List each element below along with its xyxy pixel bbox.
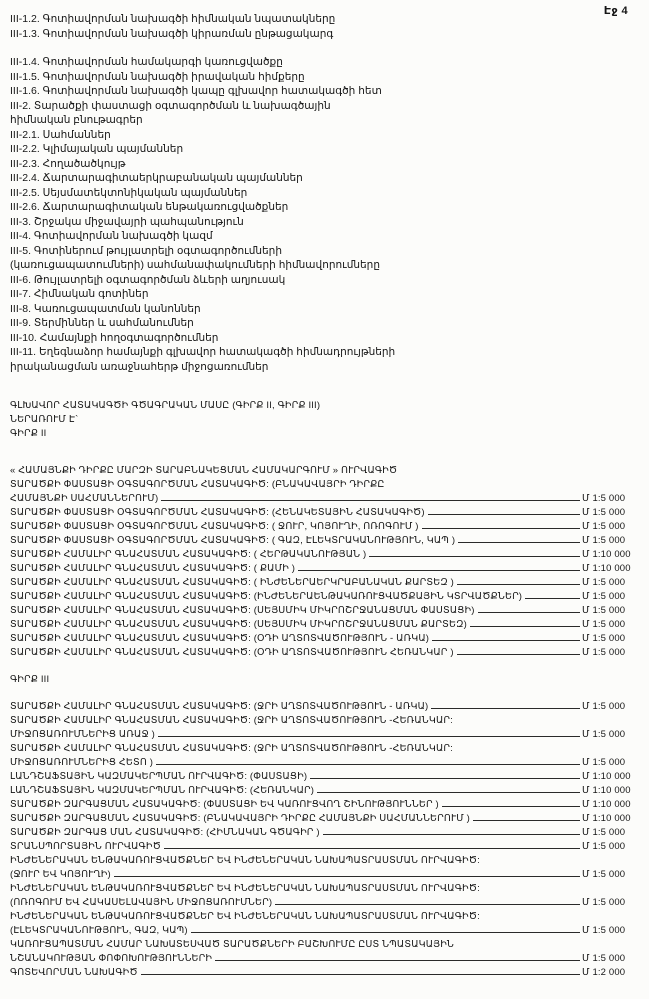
book2-label: ԳԻՐՔ II (10, 428, 47, 439)
toc-line-continuation: (կառուցապատումների) սահմանափակումների հիմնավորումները (10, 259, 380, 271)
leader-line (422, 524, 580, 529)
leader-line (158, 732, 580, 737)
map-entry-title: ՏԱՐԱԾՔԻ ՀԱՄԱԼԻՐ ԳՆԱՀԱՏՄԱՆ ՀԱՏԱԿԱԳԻԾ: (ՋՐԻ ԱՂՏՈՏՎԱԾՈՒԹՅՈՒՆ -ՀԵՌԱՆԿԱՐ: (10, 743, 453, 754)
toc-line: III-10. Համայնքի հողօգտագործումներ (10, 331, 219, 344)
toc-line: III-8. Կառուցապատման կանոններ (10, 302, 201, 315)
toc-line: III-2.5. Սեյսմատեկտոնիկական պայմաններ (10, 186, 248, 199)
map-entry-title: ՏԱՐԱԾՔԻ ՀԱՄԱԼԻՐ ԳՆԱՀԱՏՄԱՆ ՀԱՏԱԿԱԳԻԾ: ( ՀԵՐԹԱԿԱՆՈՒԹՅԱՆ ) (10, 549, 367, 560)
map-entry-title: ԼԱՆԴՇԱՖՏԱՅԻՆ ԿԱԶՄԱԿԵՐՊՄԱՆ ՈՒՐՎԱԳԻԾ: (ՀԵՌԱՆԿԱՐ) (10, 785, 315, 796)
leader-line (457, 580, 580, 585)
map-entry-scale: Մ 1:5 000 (582, 729, 626, 740)
map-entry-title: ՏԱՐԱԾՔԻ ՓԱՍՏԱՑԻ ՕԳՏԱԳՈՐԾՄԱՆ ՀԱՏԱԿԱԳԻԾ: (ՀԵՆԱԿԵՏԱՅԻՆ ՀԱՏԱԿԱԳԻԾ) (10, 507, 425, 518)
leader-line (191, 928, 580, 933)
map-entry (10, 576, 640, 590)
map-entry (10, 548, 640, 562)
map-entry (10, 854, 640, 882)
map-entry-scale: Մ 1:5 000 (582, 757, 626, 768)
map-entry (10, 464, 640, 478)
map-entry (10, 506, 640, 520)
map-entry-title-continuation: ՀԱՄԱՅՆՔԻ ՍԱՀՄԱՆՆԵՐՈՒՄ) (10, 493, 159, 504)
map-entry-title-continuation: ՆՇԱՆԱԿՈՒԹՅԱՆ ՓՈՓՈԽՈՒԹՅՈՒՆՆԵՐԻ (10, 953, 213, 964)
leader-line (457, 650, 580, 655)
toc-line: III-2. Տարածքի փաստացի օգտագործման և նախագծային (10, 99, 331, 112)
map-entry-scale: Մ 1:5 000 (582, 605, 626, 616)
includes-label: ՆԵՐԱՌՈՒՄ Է` (10, 414, 79, 425)
map-entry-title-continuation: (ԷԼԵԿՏՐԱԿԱՆՈՒԹՅՈՒՆ, ԳԱԶ, ԿԱՊ) (10, 925, 188, 936)
toc-line: III-1.5. Գոտիավորման նախագծի իրավական հիմքերը (10, 70, 305, 83)
map-entry-title: ՏԱՐԱԾՔԻ ՀԱՄԱԼԻՐ ԳՆԱՀԱՏՄԱՆ ՀԱՏԱԿԱԳԻԾ: ( ԻՆԺԵՆԵՐԱԵՐԿՐԱԲԱՆԱԿԱՆ ՔԱՐՏԵԶ ) (10, 577, 454, 588)
map-entry-scale: Մ 1:10 000 (582, 785, 631, 796)
leader-line (215, 956, 580, 961)
map-entry-scale: Մ 1:5 000 (582, 841, 626, 852)
page-number: Էջ 4 (603, 5, 628, 17)
map-entry (10, 646, 640, 660)
map-entry-title: ՏԱՐԱԾՔԻ ՀԱՄԱԼԻՐ ԳՆԱՀԱՏՄԱՆ ՀԱՏԱԿԱԳԻԾ: (ՍԵՅՍՄԻԿ ՄԻԿՐՈՇՐՋԱՆԱՑՄԱՆ ՔԱՐՏԵԶ) (10, 619, 467, 630)
map-entry-scale: Մ 1:10 000 (582, 563, 631, 574)
map-entry-scale: Մ 1:5 000 (582, 591, 626, 602)
map-entry-title-continuation: ՄԻՋՈՑԱՌՈՒՄՆԵՐԻՑ ԱՌԱՋ ) (10, 729, 155, 740)
map-entry-scale: Մ 1:5 000 (582, 701, 626, 712)
map-entry-scale: Մ 1:5 000 (582, 493, 626, 504)
toc-line-continuation: իրականացման առաջնահերթ միջոցառումներ (10, 360, 269, 373)
map-entry (10, 632, 640, 646)
map-entry-title: ԻՆԺԵՆԵՐԱԿԱՆ ԵՆԹԱԿԱՌՈՒՑՎԱԾՔՆԵՐ ԵՎ ԻՆԺԵՆԵՐԱԿԱՆ ՆԱԽԱՊԱՏՐԱՍՏՄԱՆ ՈՒՐՎԱԳԻԾ: (10, 855, 480, 866)
map-entry-scale: Մ 1:2 000 (582, 967, 626, 978)
map-entry-scale: Մ 1:5 000 (582, 953, 626, 964)
map-entry-scale: Մ 1:10 000 (582, 771, 631, 782)
map-entry-scale: Մ 1:5 000 (582, 577, 626, 588)
map-entry-title: ՏԱՐԱԾՔԻ ԶԱՐԳԱՑՄԱՆ ՀԱՏԱԿԱԳԻԾ: (ՓԱՍՏԱՑԻ ԵՎ ԿԱՌՈՒՑՎՈՂ ՇԻՆՈՒԹՅՈՒՆՆԵՐ ) (10, 799, 439, 810)
map-entry-title: ՏԱՐԱԾՔԻ ՀԱՄԱԼԻՐ ԳՆԱՀԱՏՄԱՆ ՀԱՏԱԿԱԳԻԾ: (ՋՐԻ ԱՂՏՈՏՎԱԾՈՒԹՅՈՒՆ - ԱՌԿԱ) (10, 701, 429, 712)
graphic-part-header (10, 399, 640, 441)
leader-line (323, 830, 580, 835)
leader-line (114, 872, 580, 877)
map-entry-title: ՏԱՐԱԾՔԻ ՀԱՄԱԼԻՐ ԳՆԱՀԱՏՄԱՆ ՀԱՏԱԿԱԳԻԾ: ( ՔԱՄԻ ) (10, 563, 296, 574)
toc-section (10, 12, 640, 374)
map-entry-scale: Մ 1:5 000 (582, 925, 626, 936)
toc-line: III-2.1. Սահմաններ (10, 128, 111, 141)
map-entry-scale: Մ 1:5 000 (582, 507, 626, 518)
leader-line (310, 774, 580, 779)
toc-line: III-1.4. Գոտիավորման համակարգի կառուցվածքը (10, 56, 283, 68)
map-entry (10, 826, 640, 840)
toc-line: III-2.2. Կլիմայական պայմաններ (10, 143, 184, 155)
toc-line: III-6. Թույլատրելի օգտագործման ձևերի աղյուսակ (10, 273, 286, 286)
map-entry (10, 910, 640, 938)
leader-line (275, 900, 580, 905)
leader-line (431, 704, 580, 709)
map-entry-scale: Մ 1:5 000 (582, 535, 626, 546)
map-entry-title: ՏԱՐԱԾՔԻ ՀԱՄԱԼԻՐ ԳՆԱՀԱՏՄԱՆ ՀԱՏԱԿԱԳԻԾ: (ԻՆԺԵՆԵՐԱԵՆԹԱԿԱՌՈՒՑՎԱԾՔԱՅԻՆ ԿՏՐՎԱԾՔՆԵՐ) (10, 591, 523, 602)
map-entry-scale: Մ 1:5 000 (582, 869, 626, 880)
toc-line: III-7. Հիմնական գոտիներ (10, 288, 149, 300)
map-entry (10, 798, 640, 812)
map-entry (10, 700, 640, 714)
leader-line (428, 510, 580, 515)
map-entry-title: ՏԱՐԱԾՔԻ ՀԱՄԱԼԻՐ ԳՆԱՀԱՏՄԱՆ ՀԱՏԱԿԱԳԻԾ: (ՍԵՅՍՄԻԿ ՄԻԿՐՈՇՐՋԱՆԱՑՄԱՆ ՓԱՍՏԱՑԻ) (10, 605, 475, 616)
map-entry-title: ՏՐԱՆՍՊՈՐՏԱՅԻՆ ՈՒՐՎԱԳԻԾ (10, 841, 161, 852)
map-entry (10, 618, 640, 632)
map-entry-title: ՏԱՐԱԾՔԻ ՀԱՄԱԼԻՐ ԳՆԱՀԱՏՄԱՆ ՀԱՏԱԿԱԳԻԾ: (ՋՐԻ ԱՂՏՈՏՎԱԾՈՒԹՅՈՒՆ -ՀԵՌԱՆԿԱՐ: (10, 715, 453, 726)
book3-label: ԳԻՐՔ III (10, 674, 50, 685)
map-entry-scale: Մ 1:5 000 (582, 633, 626, 644)
toc-line: III-1.6. Գոտիավորման նախագծի կապը գլխավոր հատակագծի հետ (10, 85, 382, 97)
map-entry-scale: Մ 1:10 000 (582, 813, 631, 824)
leader-line (470, 622, 580, 627)
map-entry (10, 534, 640, 548)
leader-line (478, 608, 580, 613)
leader-line (298, 566, 580, 571)
toc-line-continuation: հիմնական բնութագրեր (10, 114, 143, 126)
toc-line: III-4. Գոտիավորման նախագծի կազմ (10, 230, 213, 242)
map-entry (10, 966, 640, 980)
graphic-part-title: ԳԼԽԱՎՈՐ ՀԱՏԱԿԱԳԾԻ ԳԾԱԳՐԱԿԱՆ ՄԱՍԸ (ԳԻՐՔ II, ԳԻՐՔ III) (10, 400, 321, 411)
map-entry-title: ՏԱՐԱԾՔԻ ՀԱՄԱԼԻՐ ԳՆԱՀԱՏՄԱՆ ՀԱՏԱԿԱԳԻԾ: (ՕԴԻ ԱՂՏՈՏՎԱԾՈՒԹՅՈՒՆ - ԱՌԿԱ) (10, 633, 430, 644)
map-entry-title: ԻՆԺԵՆԵՐԱԿԱՆ ԵՆԹԱԿԱՌՈՒՑՎԱԾՔՆԵՐ ԵՎ ԻՆԺԵՆԵՐԱԿԱՆ ՆԱԽԱՊԱՏՐԱՍՏՄԱՆ ՈՒՐՎԱԳԻԾ: (10, 911, 480, 922)
toc-line: III-2.6. Ճարտարագիտական ենթակառուցվածքներ (10, 201, 289, 213)
toc-line: III-5. Գոտիներում թույլատրելի օգտագործումների (10, 244, 282, 257)
leader-line (525, 594, 580, 599)
map-entry-title: ՏԱՐԱԾՔԻ ՓԱՍՏԱՑԻ ՕԳՏԱԳՈՐԾՄԱՆ ՀԱՏԱԿԱԳԻԾ: (ԲՆԱԿԱՎԱՅՐԻ ԴԻՐՔԸ (10, 479, 385, 490)
map-entry-title: « ՀԱՄԱՅՆՔԻ ԴԻՐՔԸ ՄԱՐԶԻ ՏԱՐԱԲՆԱԿԵՑՄԱՆ ՀԱՄԱԿԱՐԳՈՒՄ » ՈՒՐՎԱԳԻԾ (10, 465, 398, 476)
leader-line (317, 788, 580, 793)
map-entry-scale: Մ 1:10 000 (582, 549, 631, 560)
book3-list (10, 700, 640, 980)
map-entry (10, 478, 640, 506)
map-entry (10, 840, 640, 854)
map-entry-title-continuation: (ՋՈՒՐ ԵՎ ԿՈՅՈՒՂԻ) (10, 869, 111, 880)
map-entry-title: ՏԱՐԱԾՔԻ ՓԱՍՏԱՑԻ ՕԳՏԱԳՈՐԾՄԱՆ ՀԱՏԱԿԱԳԻԾ: ( ՋՈՒՐ, ԿՈՅՈՒՂԻ, ՈՌՈԳՈՒՄ ) (10, 521, 419, 532)
map-entry (10, 938, 640, 966)
map-entry (10, 882, 640, 910)
map-entry (10, 714, 640, 742)
leader-line (473, 816, 580, 821)
map-entry-title: ՏԱՐԱԾՔԻ ԶԱՐԳԱՑՄԱՆ ՀԱՏԱԿԱԳԻԾ: (ԲՆԱԿԱՎԱՅՐԻ ԴԻՐՔԸ ՀԱՄԱՅՆՔԻ ՍԱՀՄԱՆՆԵՐՈՒՄ ) (10, 813, 470, 824)
toc-line: III-9. Տերմիններ և սահմանումներ (10, 317, 194, 329)
map-entry-title-continuation: ՄԻՋՈՑԱՌՈՒՄՆԵՐԻՑ ՀԵՏՈ ) (10, 757, 154, 768)
toc-line: III-11. Եղեգնաձոր համայնքի գլխավոր հատակագծի հիմնադրույթների (10, 346, 396, 358)
map-entry-title: ՏԱՐԱԾՔԻ ԶԱՐԳԱՑ ՄԱՆ ՀԱՏԱԿԱԳԻԾ: (ՀԻՄՆԱԿԱՆ ԳԾԱԳԻՐ ) (10, 827, 320, 838)
map-entry-scale: Մ 1:10 000 (582, 799, 631, 810)
map-entry-scale: Մ 1:5 000 (582, 619, 626, 630)
toc-line: III-2.3. Հողածածկույթ (10, 157, 126, 170)
blank-line (10, 41, 640, 55)
book2-list (10, 464, 640, 660)
toc-line: III-2.4. Ճարտարագիտաերկրաբանական պայմաններ (10, 172, 303, 184)
map-entry-title: ԿԱՌՈՒՑԱՊԱՏՄԱՆ ՀԱՄԱՐ ՆԱԽԱՏԵՍՎԱԾ ՏԱՐԱԾՔՆԵՐԻ ԲԱՇԽՈՒՄԸ ԸՍՏ ՆՊԱՏԱԿԱՅԻՆ (10, 939, 454, 950)
leader-line (458, 538, 580, 543)
leader-line (161, 496, 580, 501)
map-entry-scale: Մ 1:5 000 (582, 897, 626, 908)
map-entry (10, 784, 640, 798)
map-entry-title: ԼԱՆԴՇԱՖՏԱՅԻՆ ԿԱԶՄԱԿԵՐՊՄԱՆ ՈՒՐՎԱԳԻԾ: (ՓԱՍՏԱՑԻ) (10, 771, 308, 782)
map-entry-title: ԳՈՏԵՎՈՐՄԱՆ ՆԱԽԱԳԻԾ (10, 967, 138, 978)
map-entry-title-continuation: (ՈՌՈԳՈՒՄ ԵՎ ՀԱԿԱՍԵԼԱՎԱՅԻՆ ՄԻՋՈՑԱՌՈՒՄՆԵՐ) (10, 897, 273, 908)
leader-line (156, 760, 580, 765)
map-entry (10, 770, 640, 784)
leader-line (442, 802, 580, 807)
toc-line: III-3. Շրջակա միջավայրի պահպանություն (10, 215, 244, 228)
leader-line (141, 970, 580, 975)
map-entry-title: ԻՆԺԵՆԵՐԱԿԱՆ ԵՆԹԱԿԱՌՈՒՑՎԱԾՔՆԵՐ ԵՎ ԻՆԺԵՆԵՐԱԿԱՆ ՆԱԽԱՊԱՏՐԱՍՏՄԱՆ ՈՒՐՎԱԳԻԾ: (10, 883, 480, 894)
map-entry (10, 520, 640, 534)
leader-line (432, 636, 580, 641)
map-entry (10, 812, 640, 826)
map-entry (10, 742, 640, 770)
leader-line (369, 552, 580, 557)
map-entry-scale: Մ 1:5 000 (582, 521, 626, 532)
map-entry (10, 562, 640, 576)
toc-line: III-1.3. Գոտիավորման նախագծի կիրառման ընթացակարգ (10, 27, 334, 40)
map-entry-title: ՏԱՐԱԾՔԻ ՓԱՍՏԱՑԻ ՕԳՏԱԳՈՐԾՄԱՆ ՀԱՏԱԿԱԳԻԾ: ( ԳԱԶ, ԷԼԵԿՏՐԱԿԱՆՈՒԹՅՈՒՆ, ԿԱՊ ) (10, 535, 456, 546)
map-entry-scale: Մ 1:5 000 (582, 647, 626, 658)
map-entry (10, 604, 640, 618)
leader-line (164, 844, 580, 849)
map-entry-title: ՏԱՐԱԾՔԻ ՀԱՄԱԼԻՐ ԳՆԱՀԱՏՄԱՆ ՀԱՏԱԿԱԳԻԾ: (ՕԴԻ ԱՂՏՈՏՎԱԾՈՒԹՅՈՒՆ ՀԵՌԱՆԿԱՐ ) (10, 647, 454, 658)
toc-line: III-1.2. Գոտիավորման նախագծի հիմնական նպատակները (10, 13, 336, 25)
map-entry-scale: Մ 1:5 000 (582, 827, 626, 838)
map-entry (10, 590, 640, 604)
